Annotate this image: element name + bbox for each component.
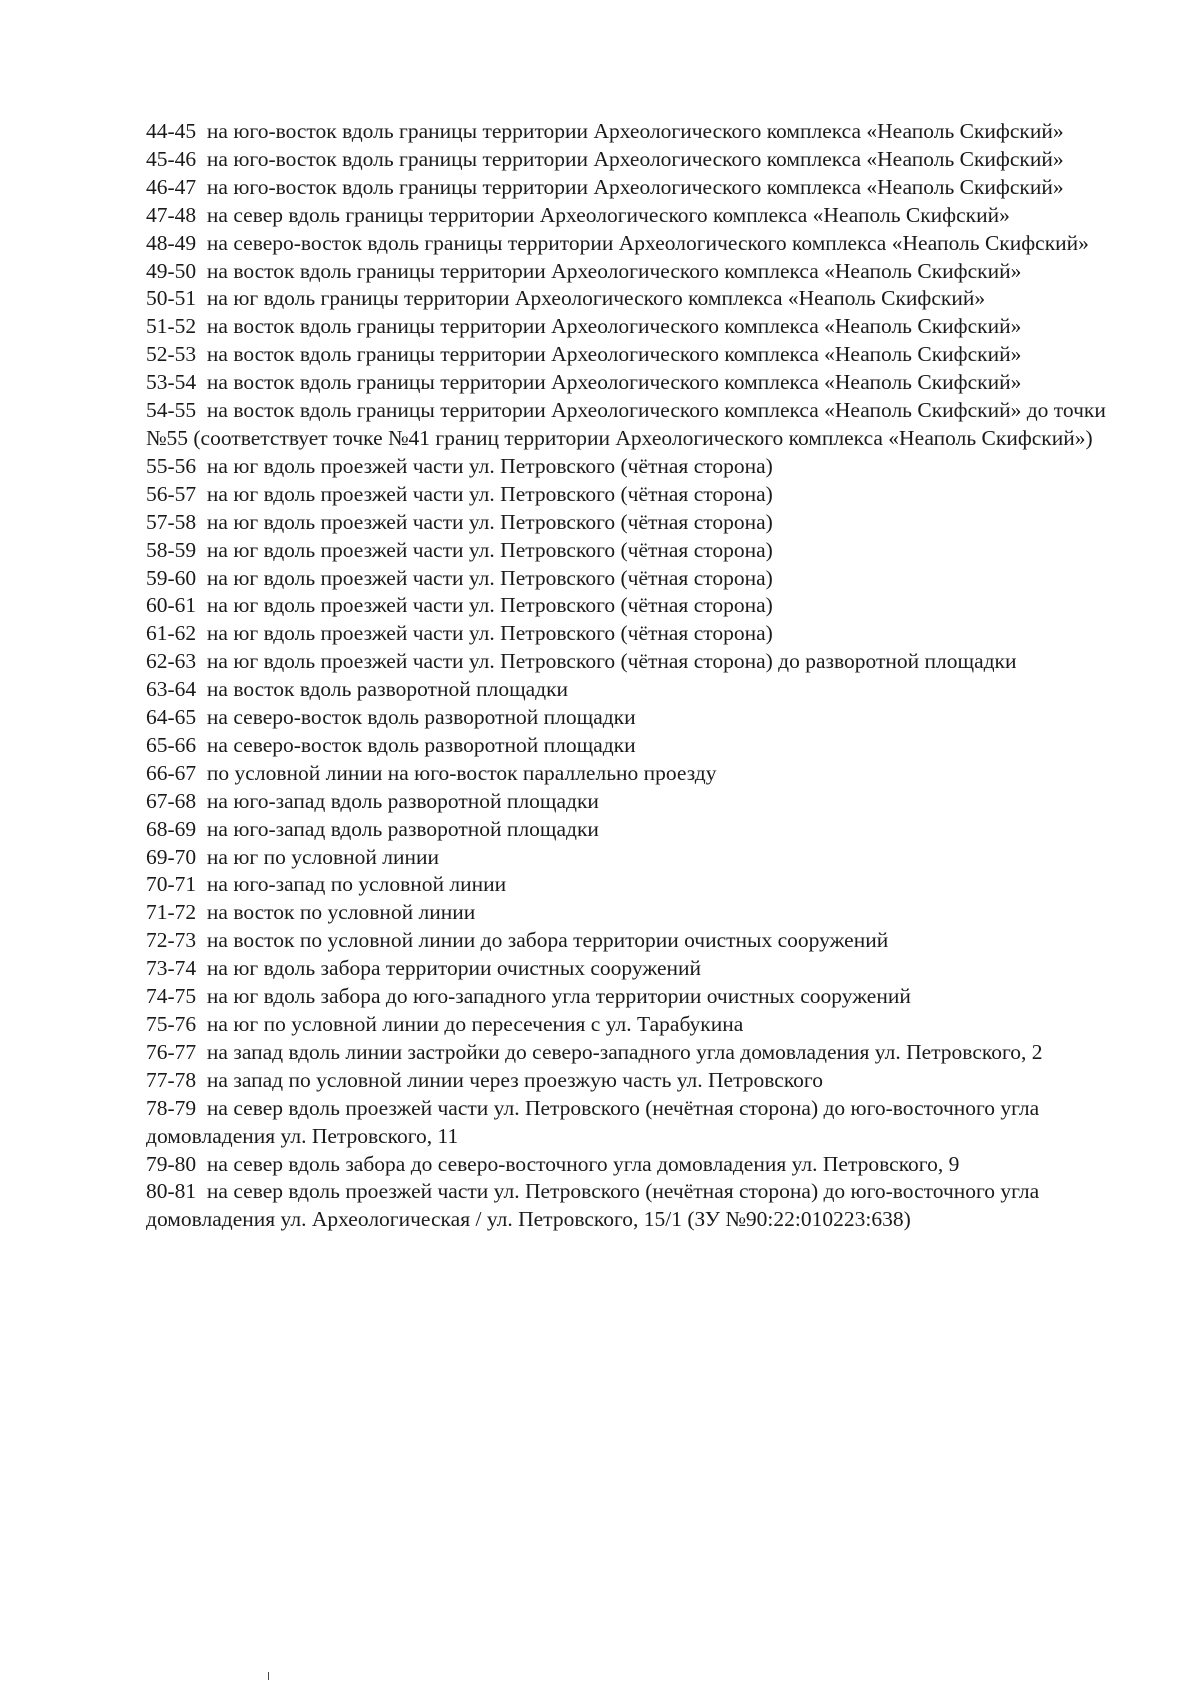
segment-description: на юг вдоль проезжей части ул. Петровского (чётная сторона)	[206, 537, 773, 562]
segment-description: на юг вдоль проезжей части ул. Петровского (чётная сторона)	[206, 621, 773, 646]
segment-code: 55-56	[146, 453, 197, 478]
boundary-segment-entry	[146, 537, 1111, 565]
segment-code: 48-49	[146, 230, 197, 255]
segment-code: 79-80	[146, 1151, 197, 1176]
segment-code: 65-66	[146, 732, 197, 757]
segment-code: 76-77	[146, 1039, 197, 1064]
boundary-segment-entry	[146, 592, 1111, 620]
boundary-segment-entry	[146, 285, 1111, 313]
boundary-segment-entry	[146, 844, 1111, 872]
boundary-segment-entry	[146, 983, 1111, 1011]
segment-code: 77-78	[146, 1067, 197, 1092]
segment-code: 73-74	[146, 956, 197, 981]
segment-code: 60-61	[146, 593, 197, 618]
boundary-segment-entry	[146, 146, 1111, 174]
segment-description: на восток вдоль границы территории Археологического комплекса «Неаполь Скифский»	[206, 370, 1022, 395]
segment-description: на юго-восток вдоль границы территории Археологического комплекса «Неаполь Скифский»	[206, 119, 1064, 143]
segment-code: 72-73	[146, 928, 197, 953]
boundary-segment-entry	[146, 313, 1111, 341]
segment-code: 53-54	[146, 370, 197, 395]
segment-code: 56-57	[146, 481, 197, 506]
segment-description: на северо-восток вдоль разворотной площадки	[206, 732, 636, 757]
segment-description: на восток вдоль границы территории Археологического комплекса «Неаполь Скифский»	[206, 314, 1022, 339]
segment-description: на юг вдоль проезжей части ул. Петровского (чётная сторона) до разворотной площадки	[206, 649, 1017, 674]
segment-description: на восток вдоль границы территории Археологического комплекса «Неаполь Скифский» до точки №55 (соответствует точке №41 границ территории Археологического комплекса «Неаполь Скифский»)	[146, 398, 1106, 450]
segment-code: 54-55	[146, 398, 197, 423]
segment-description: на северо-восток вдоль границы территории Археологического комплекса «Неаполь Скифский»	[206, 230, 1089, 255]
segment-description: на запад по условной линии через проезжую часть ул. Петровского	[206, 1067, 823, 1092]
segment-description: на юг вдоль забора территории очистных сооружений	[206, 956, 702, 981]
segment-description: на северо-восток вдоль разворотной площадки	[206, 705, 636, 730]
segment-code: 57-58	[146, 509, 197, 534]
segment-description: на восток по условной линии	[206, 900, 476, 925]
segment-description: на юг вдоль проезжей части ул. Петровского (чётная сторона)	[206, 565, 773, 590]
segment-code: 45-46	[146, 146, 197, 171]
boundary-segment-entry	[146, 704, 1111, 732]
segment-description: на восток вдоль границы территории Археологического комплекса «Неаполь Скифский»	[206, 342, 1022, 367]
boundary-segment-entry	[146, 1151, 1111, 1179]
segment-code: 74-75	[146, 984, 197, 1009]
boundary-segment-entry	[146, 202, 1111, 230]
segment-description: на юг по условной линии до пересечения с ул. Тарабукина	[206, 1012, 744, 1036]
boundary-segment-entry	[146, 788, 1111, 816]
segment-description: на восток вдоль границы территории Археологического комплекса «Неаполь Скифский»	[206, 258, 1022, 283]
segment-code: 64-65	[146, 705, 197, 730]
segment-description: на юг вдоль забора до юго-западного угла территории очистных сооружений	[206, 984, 911, 1009]
boundary-segment-entry	[146, 565, 1111, 593]
segment-code: 49-50	[146, 258, 197, 283]
segment-description: на юг вдоль границы территории Археологического комплекса «Неаполь Скифский»	[206, 286, 986, 311]
boundary-segment-entry	[146, 648, 1111, 676]
boundary-segment-entry	[146, 1178, 1111, 1234]
boundary-segment-entry	[146, 620, 1111, 648]
segment-code: 58-59	[146, 537, 197, 562]
boundary-segment-entry	[146, 760, 1111, 788]
segment-description: на запад вдоль линии застройки до северо-западного угла домовладения ул. Петровского, 2	[206, 1039, 1043, 1064]
segment-code: 67-68	[146, 788, 197, 813]
segment-description: на юго-запад по условной линии	[206, 872, 507, 897]
boundary-segment-entry	[146, 732, 1111, 760]
segment-code: 78-79	[146, 1095, 197, 1120]
segment-description: на юг вдоль проезжей части ул. Петровского (чётная сторона)	[206, 593, 773, 618]
boundary-segment-entry	[146, 118, 1111, 146]
boundary-segment-entry	[146, 397, 1111, 453]
boundary-segment-entry	[146, 927, 1111, 955]
segment-description: на юг по условной линии	[206, 844, 440, 869]
segment-description: на юг вдоль проезжей части ул. Петровского (чётная сторона)	[206, 509, 773, 534]
segment-code: 70-71	[146, 872, 197, 897]
segment-code: 69-70	[146, 844, 197, 869]
boundary-segment-entry	[146, 453, 1111, 481]
boundary-segment-entry	[146, 676, 1111, 704]
segment-code: 47-48	[146, 202, 197, 227]
segment-description: на юго-запад вдоль разворотной площадки	[206, 788, 599, 813]
segment-code: 51-52	[146, 314, 197, 339]
boundary-segment-entry	[146, 258, 1111, 286]
boundary-segment-entry	[146, 871, 1111, 899]
boundary-segment-entry	[146, 1095, 1111, 1151]
boundary-segment-entry	[146, 1039, 1111, 1067]
boundary-segment-entry	[146, 481, 1111, 509]
boundary-description-list	[146, 118, 1111, 1234]
boundary-segment-entry	[146, 369, 1111, 397]
segment-description: по условной линии на юго-восток параллельно проезду	[206, 760, 717, 785]
segment-code: 62-63	[146, 649, 197, 674]
segment-description: на север вдоль забора до северо-восточного угла домовладения ул. Петровского, 9	[206, 1151, 960, 1176]
segment-code: 80-81	[146, 1179, 197, 1204]
scan-mark	[268, 1672, 269, 1680]
segment-description: на юг вдоль проезжей части ул. Петровского (чётная сторона)	[206, 481, 773, 506]
segment-description: на восток вдоль разворотной площадки	[206, 677, 569, 702]
segment-code: 61-62	[146, 621, 197, 646]
segment-description: на юго-восток вдоль границы территории Археологического комплекса «Неаполь Скифский»	[206, 174, 1064, 199]
segment-code: 46-47	[146, 174, 197, 199]
segment-code: 44-45	[146, 119, 197, 143]
boundary-segment-entry	[146, 955, 1111, 983]
boundary-segment-entry	[146, 816, 1111, 844]
boundary-segment-entry	[146, 341, 1111, 369]
segment-code: 75-76	[146, 1012, 197, 1036]
boundary-segment-entry	[146, 174, 1111, 202]
segment-description: на юг вдоль проезжей части ул. Петровского (чётная сторона)	[206, 453, 773, 478]
boundary-segment-entry	[146, 1067, 1111, 1095]
boundary-segment-entry	[146, 509, 1111, 537]
segment-code: 68-69	[146, 816, 197, 841]
segment-code: 63-64	[146, 677, 197, 702]
segment-description: на восток по условной линии до забора территории очистных сооружений	[206, 928, 889, 953]
segment-description: на юго-запад вдоль разворотной площадки	[206, 816, 599, 841]
boundary-segment-entry	[146, 899, 1111, 927]
boundary-segment-entry	[146, 1011, 1111, 1039]
segment-code: 71-72	[146, 900, 197, 925]
segment-description: на север вдоль проезжей части ул. Петровского (нечётная сторона) до юго-восточного угла домовладения ул. Археологическая / ул. Петровского, 15/1 (ЗУ №90:22:010223:638)	[146, 1179, 1040, 1232]
segment-description: на север вдоль границы территории Археологического комплекса «Неаполь Скифский»	[206, 202, 1010, 227]
boundary-segment-entry	[146, 230, 1111, 258]
segment-description: на север вдоль проезжей части ул. Петровского (нечётная сторона) до юго-восточного угла домовладения ул. Петровского, 11	[146, 1095, 1040, 1148]
segment-description: на юго-восток вдоль границы территории Археологического комплекса «Неаполь Скифский»	[206, 146, 1064, 171]
segment-code: 59-60	[146, 565, 197, 590]
segment-code: 52-53	[146, 342, 197, 367]
segment-code: 50-51	[146, 286, 197, 311]
segment-code: 66-67	[146, 760, 197, 785]
